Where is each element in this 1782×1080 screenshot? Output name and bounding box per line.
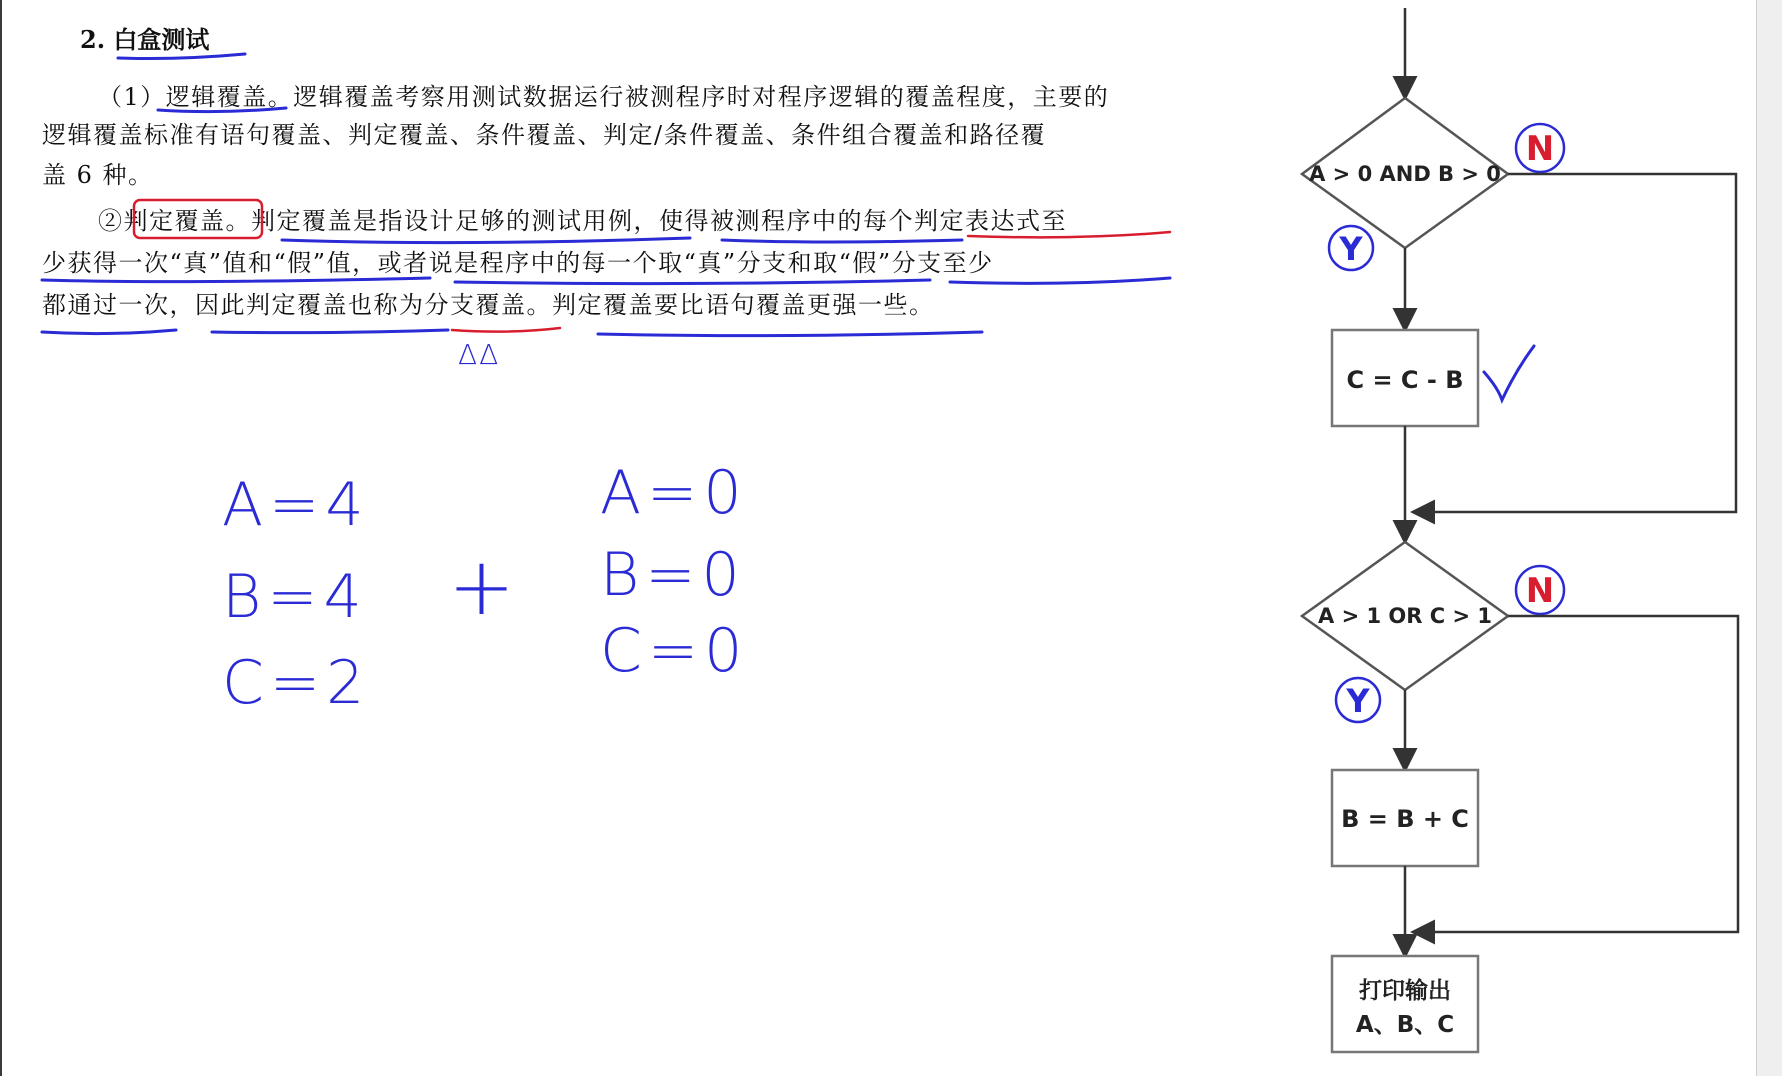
underline-line5-b [455,280,930,284]
underline-line4-a [282,238,690,243]
underline-line4-b [722,240,962,242]
decision-2-label: A > 1 OR C > 1 [1318,604,1492,628]
output-label-line1: 打印输出 [1359,978,1451,1004]
underline-line6-b [212,330,448,333]
handwritten-case2-a: A=0 [600,458,748,528]
checkmark-icon [1484,346,1534,400]
text-line-5: 少获得一次“真”值和“假”值，或者说是程序中的每一个取“真”分支和取“假”分支至少 [42,249,994,277]
text-line-4: ②判定覆盖。判定覆盖是指设计足够的测试用例，使得被测程序中的每个判定表达式至 [98,207,1067,235]
process-2-label: B = B + C [1341,805,1469,833]
underline-line6-a [42,330,176,334]
yes-label-1: Y [1339,230,1363,268]
decision-1-label: A > 0 AND B > 0 [1309,162,1501,186]
underline-branch-coverage [452,328,560,332]
no-label-2: N [1525,571,1555,611]
text-line-2: 逻辑覆盖标准有语句覆盖、判定覆盖、条件覆盖、判定/条件覆盖、条件组合覆盖和路径覆 [42,121,1047,149]
handwritten-case2-b: B=0 [600,540,746,610]
text-line-6: 都通过一次，因此判定覆盖也称为分支覆盖。判定覆盖要比语句覆盖更强一些。 [42,291,935,319]
handwritten-case2-c: C=0 [600,616,749,686]
process-1-label: C = C - B [1346,366,1464,394]
handwritten-annotation-below: ΔΔ [458,338,501,371]
window-right-scrollbar[interactable] [1756,0,1782,1076]
handwritten-plus: + [448,540,516,633]
section-heading: 2. 白盒测试 [80,25,210,54]
underline-heading [118,54,245,59]
box-decision-coverage [134,200,262,238]
no-label-1: N [1525,129,1555,169]
underline-logic-coverage [158,108,286,112]
yes-label-2: Y [1346,682,1370,720]
underline-line5-c [950,278,1170,283]
handwritten-case1-c: C=2 [222,648,371,718]
text-line-1: （1）逻辑覆盖。逻辑覆盖考察用测试数据运行被测程序时对程序逻辑的覆盖程度，主要的 [98,83,1110,111]
text-line-3: 盖 6 种。 [42,161,154,189]
handwritten-case1-a: A=4 [222,470,370,540]
handwritten-case1-b: B=4 [222,562,368,632]
flowchart [1240,0,1756,1076]
underline-line5-a [42,278,430,282]
underline-line4-red [968,232,1170,237]
underline-line6-c [598,332,982,336]
output-label-line2: A、B、C [1355,1012,1455,1038]
